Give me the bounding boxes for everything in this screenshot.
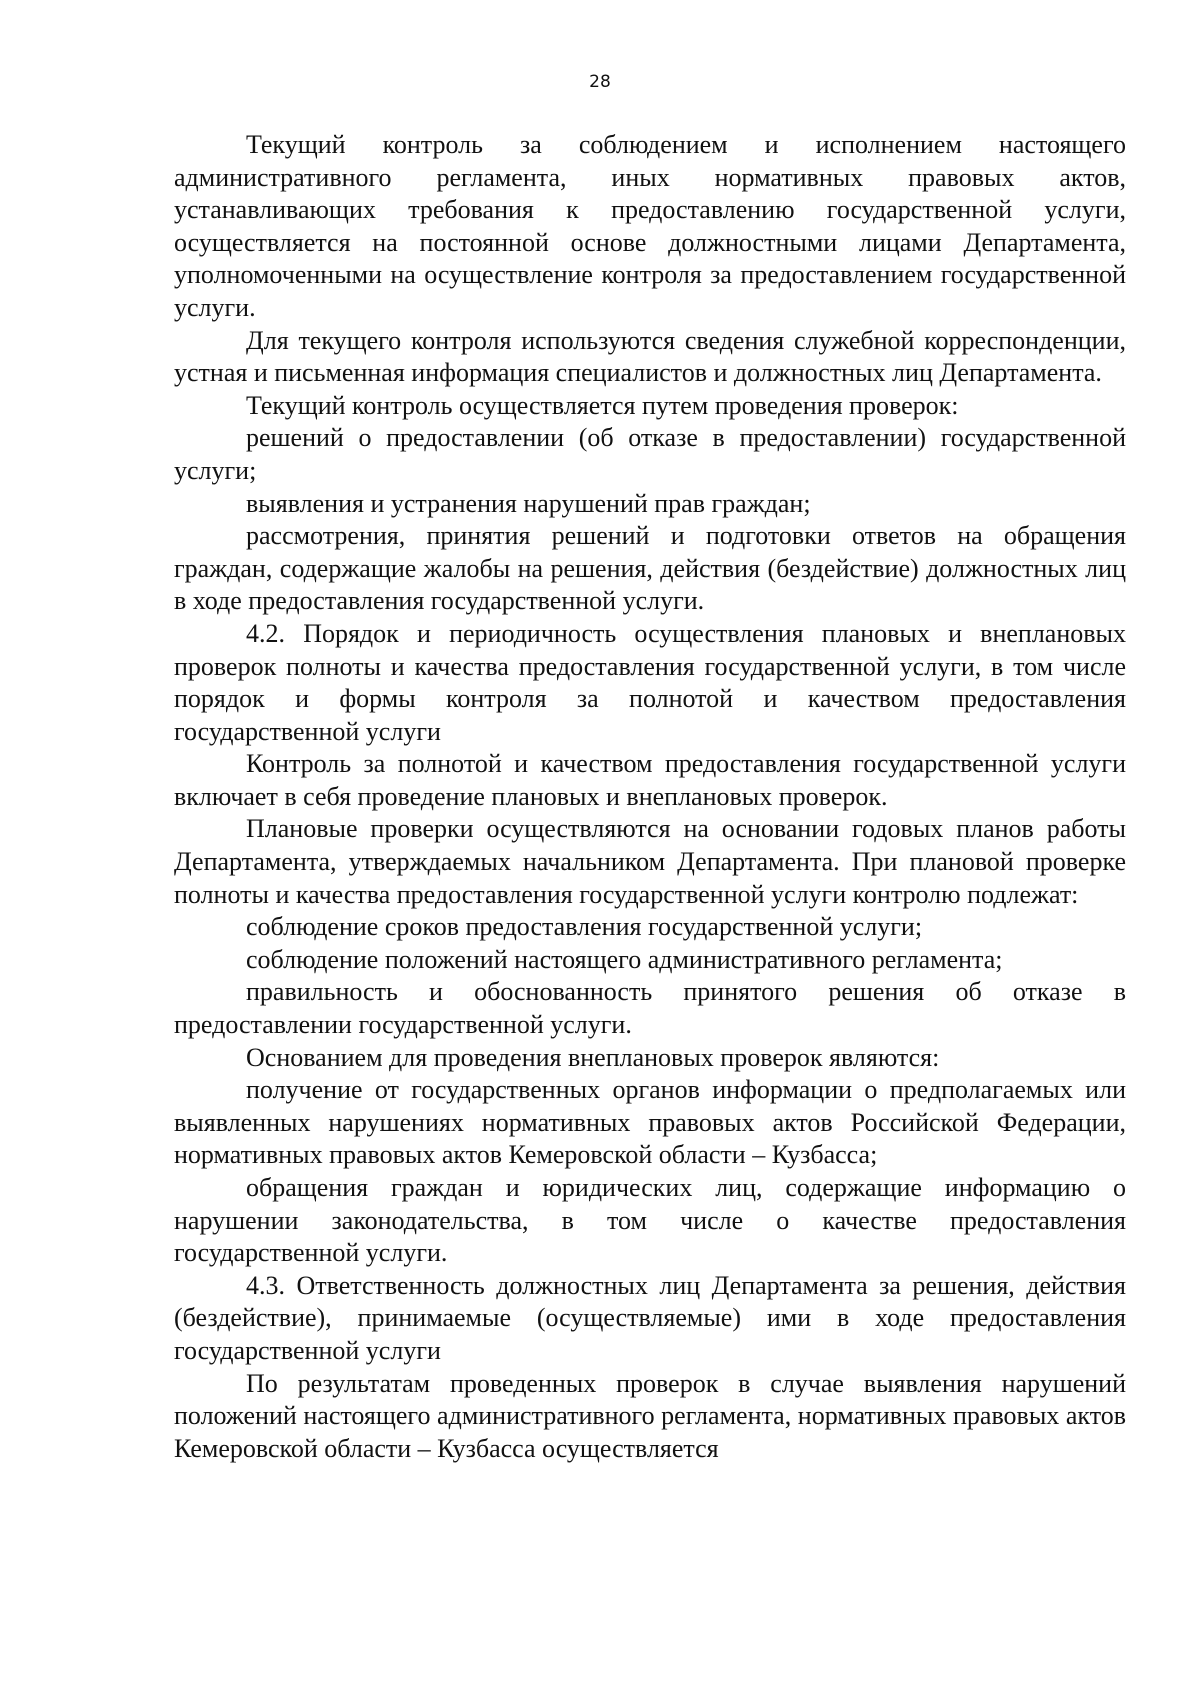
paragraph-quality-control: Контроль за полнотой и качеством предоставления государственной услуги включает в себя проведение плановых и внеплановых проверок.: [174, 749, 1126, 811]
paragraph-control-sources: Для текущего контроля используются сведения служебной корреспонденции, устная и письменная информация специалистов и должностных лиц Департамента.: [174, 325, 1126, 388]
paragraph-list-appeals: рассмотрения, принятия решений и подготовки ответов на обращения граждан, содержащие жалобы на решения, действия (бездействие) должностных лиц в ходе предоставления государственной услуги.: [174, 521, 1126, 616]
paragraph-current-control: Текущий контроль за соблюдением и исполнением настоящего административного регламента, иных нормативных правовых актов, устанавливающих требования к предоставлению государственной услуги, осуществляется на постоянной основе должностными лицами Департамента, уполномоченными на осуществление контроля за предоставлением государственной услуги.: [174, 130, 1126, 322]
document-body: [174, 129, 1126, 1465]
section-heading-4-2: 4.2. Порядок и периодичность осуществления плановых и внеплановых проверок полноты и качества предоставления государственной услуги, в том числе порядок и формы контроля за полнотой и качеством предоставления государственной услуги: [174, 618, 1126, 746]
paragraph-unplanned-grounds: Основанием для проведения внеплановых проверок являются:: [246, 1042, 940, 1072]
page-number: 28: [589, 72, 611, 92]
paragraph-list-deadlines: соблюдение сроков предоставления государственной услуги;: [246, 912, 923, 942]
paragraph-list-violations: выявления и устранения нарушений прав граждан;: [246, 488, 811, 518]
paragraph-list-state-info: получение от государственных органов информации о предполагаемых или выявленных нарушениях нормативных правовых актов Российской Федерации, нормативных правовых актов Кемеровской области – Кузбасса;: [174, 1075, 1126, 1170]
paragraph-list-citizen-appeals: обращения граждан и юридических лиц, содержащие информацию о нарушении законодательства, в том числе о качестве предоставления государственной услуги.: [174, 1173, 1126, 1268]
paragraph-list-regulation: соблюдение положений настоящего административного регламента;: [246, 944, 1003, 974]
paragraph-list-refusal: правильность и обоснованность принятого решения об отказе в предоставлении государственной услуги.: [174, 977, 1126, 1040]
paragraph-list-decisions: решений о предоставлении (об отказе в предоставлении) государственной услуги;: [174, 423, 1126, 485]
paragraph-inspections-intro: Текущий контроль осуществляется путем проведения проверок:: [246, 390, 959, 420]
paragraph-planned-inspections: Плановые проверки осуществляются на основании годовых планов работы Департамента, утверждаемых начальником Департамента. При плановой проверке полноты и качества предоставления государственной услуги контролю подлежат:: [174, 814, 1126, 909]
section-heading-4-3: 4.3. Ответственность должностных лиц Департамента за решения, действия (бездействие), принимаемые (осуществляемые) ими в ходе предоставления государственной услуги: [174, 1270, 1126, 1365]
paragraph-results: По результатам проведенных проверок в случае выявления нарушений положений настоящего административного регламента, нормативных правовых актов Кемеровской области – Кузбасса осуществляется: [174, 1368, 1126, 1463]
